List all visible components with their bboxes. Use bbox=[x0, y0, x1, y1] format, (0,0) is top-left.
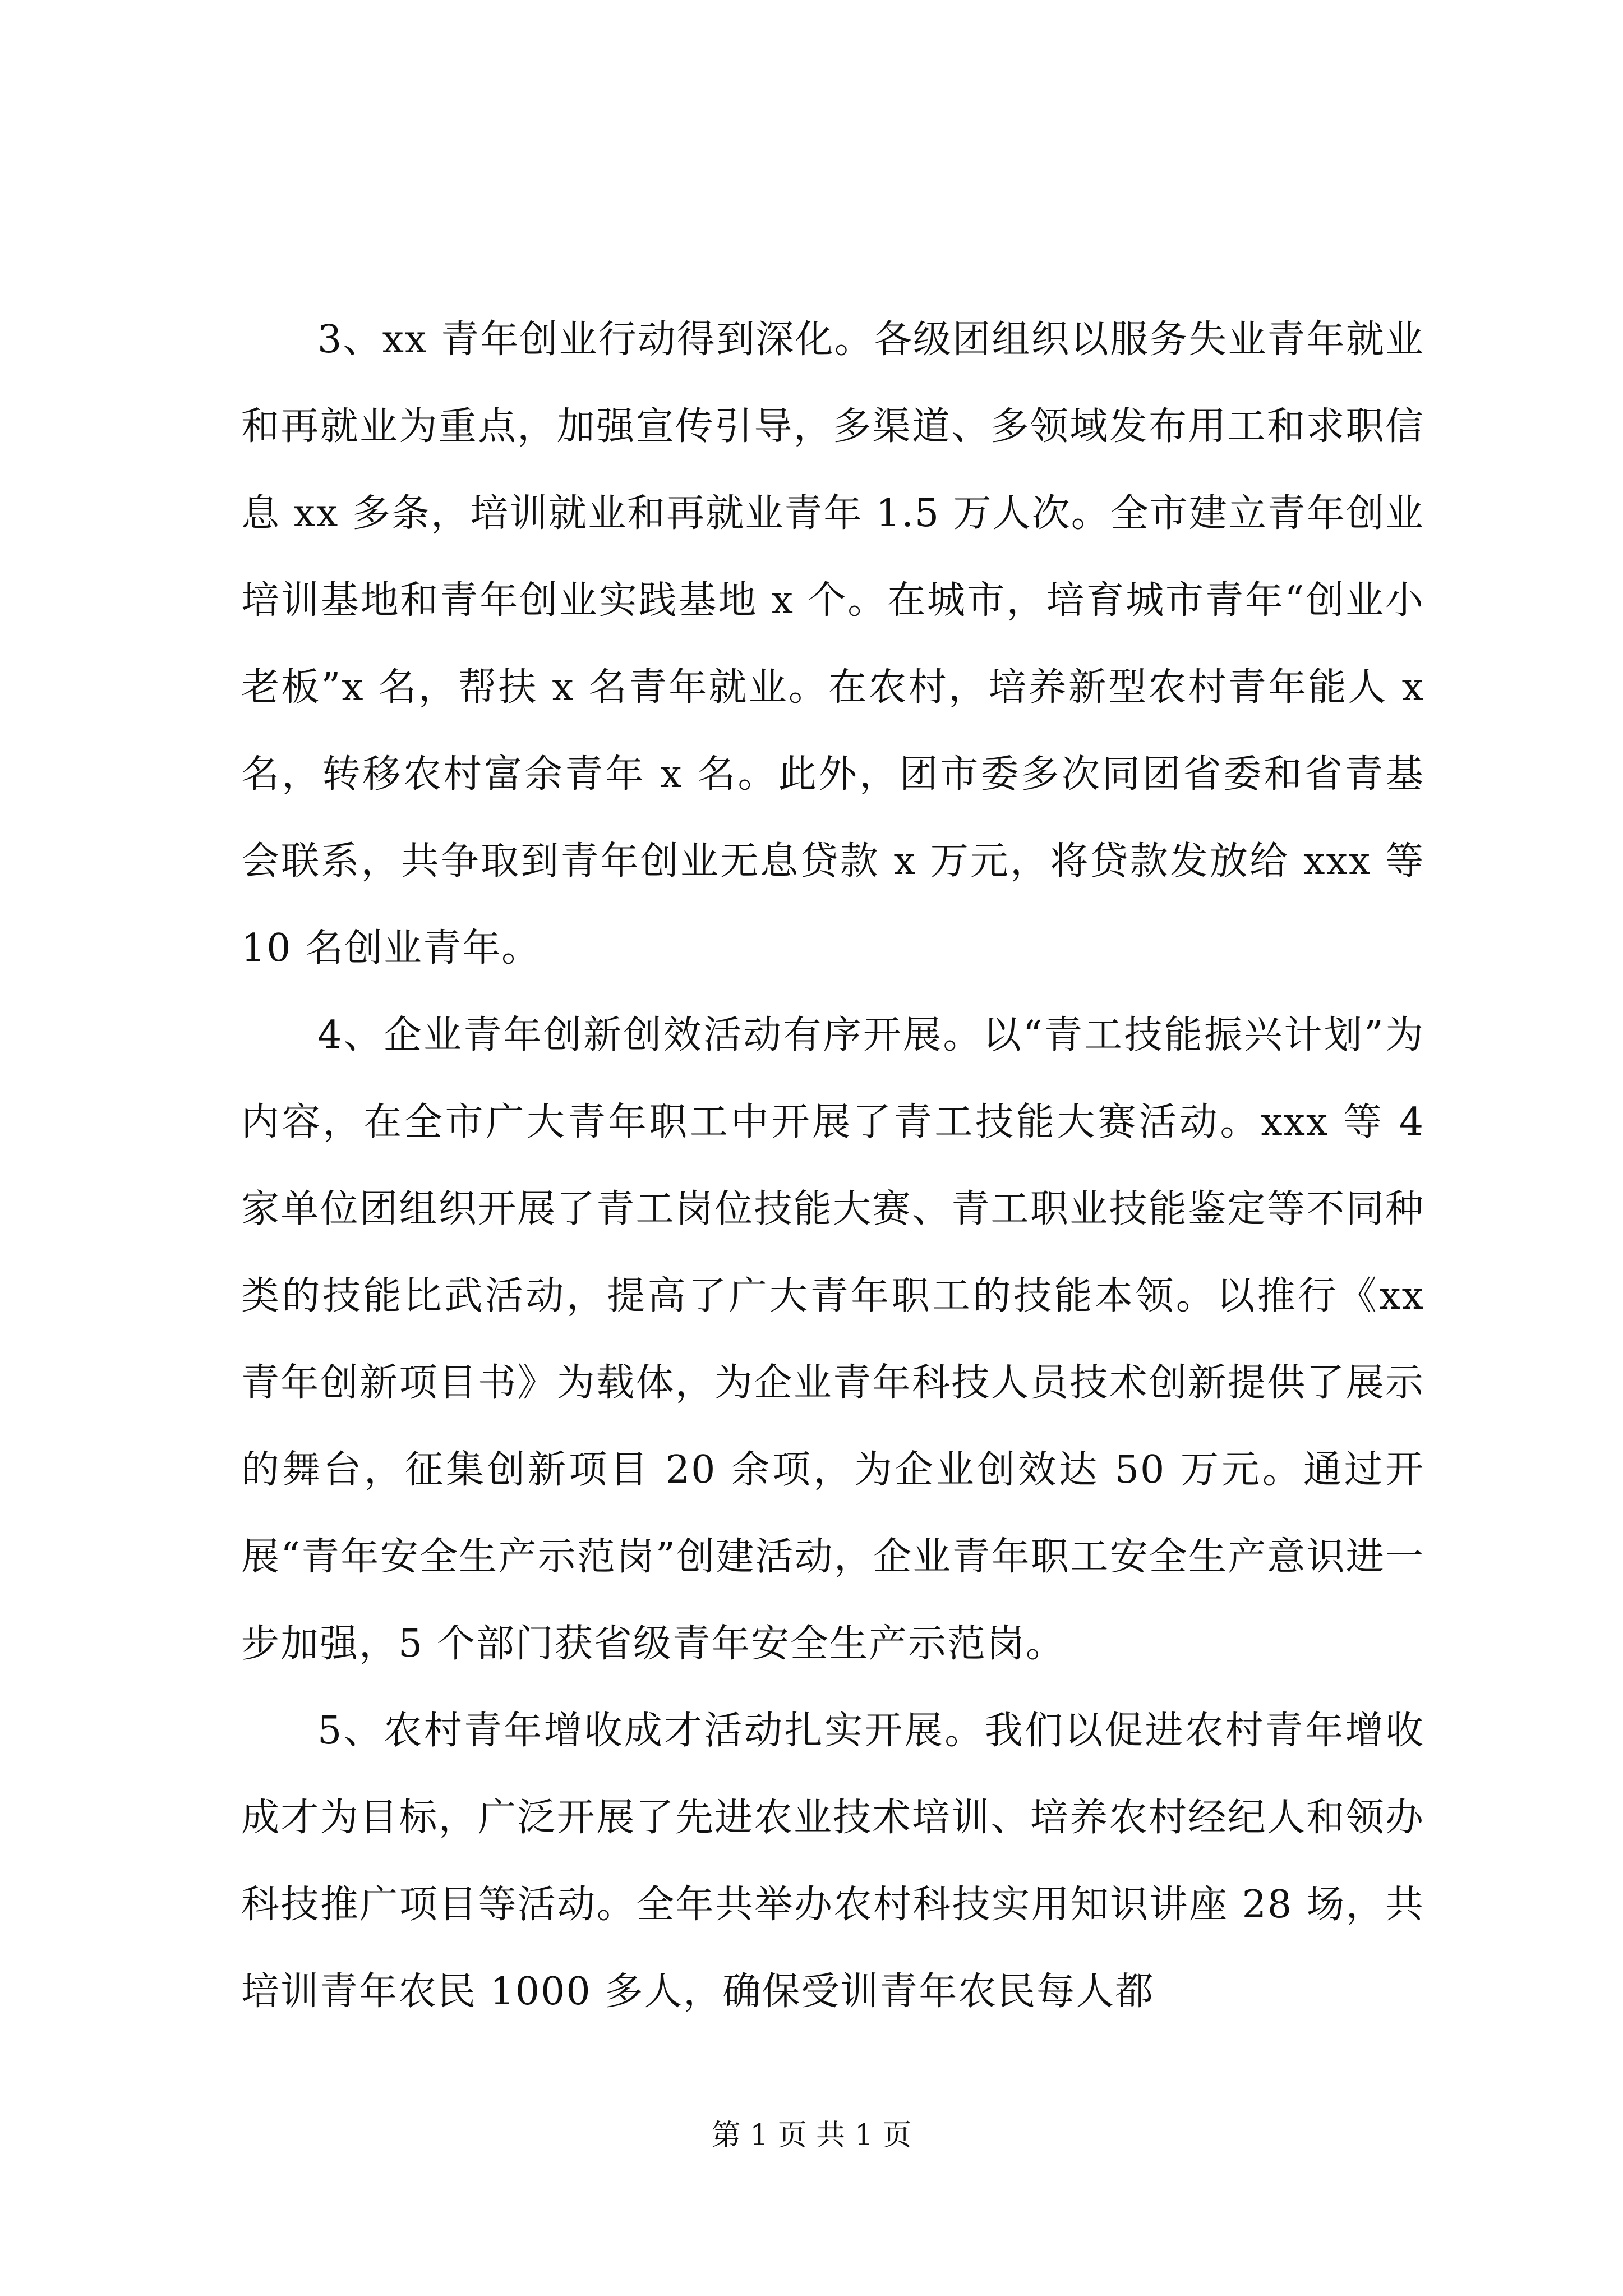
document-body bbox=[241, 296, 1424, 2035]
paragraph-5: 5、农村青年增收成才活动扎实开展。我们以促进农村青年增收成才为目标，广泛开展了先进农业技术培训、培养农村经纪人和领办科技推广项目等活动。全年共举办农村科技实用知识讲座 28 场，共培训青年农民 1000 多人，确保受训青年农民每人都 bbox=[241, 1709, 1424, 2014]
page-footer: 第 1 页 共 1 页 bbox=[711, 2119, 912, 2152]
paragraph-4: 4、企业青年创新创效活动有序开展。以“青工技能振兴计划”为内容，在全市广大青年职工中开展了青工技能大赛活动。xxx 等 4 家单位团组织开展了青工岗位技能大赛、青工职业技能鉴定等不同种类的技能比武活动，提高了广大青年职工的技能本领。以推行《xx 青年创新项目书》为载体，为企业青年科技人员技术创新提供了展示的舞台，征集创新项目 20 余项，为企业创效达 50 万元。通过开展“青年安全生产示范岗”创建活动，企业青年职工安全生产意识进一步加强，5 个部门获省级青年安全生产示范岗。 bbox=[241, 1013, 1424, 1666]
paragraph-3: 3、xx 青年创业行动得到深化。各级团组织以服务失业青年就业和再就业为重点，加强宣传引导，多渠道、多领域发布用工和求职信息 xx 多条，培训就业和再就业青年 1.5 万人次。全市建立青年创业培训基地和青年创业实践基地 x 个。在城市，培育城市青年“创业小老板”x 名，帮扶 x 名青年就业。在农村，培养新型农村青年能人 x 名，转移农村富余青年 x 名。此外，团市委多次同团省委和省青基会联系，共争取到青年创业无息贷款 x 万元，将贷款发放给 xxx 等 10 名创业青年。 bbox=[241, 318, 1424, 970]
